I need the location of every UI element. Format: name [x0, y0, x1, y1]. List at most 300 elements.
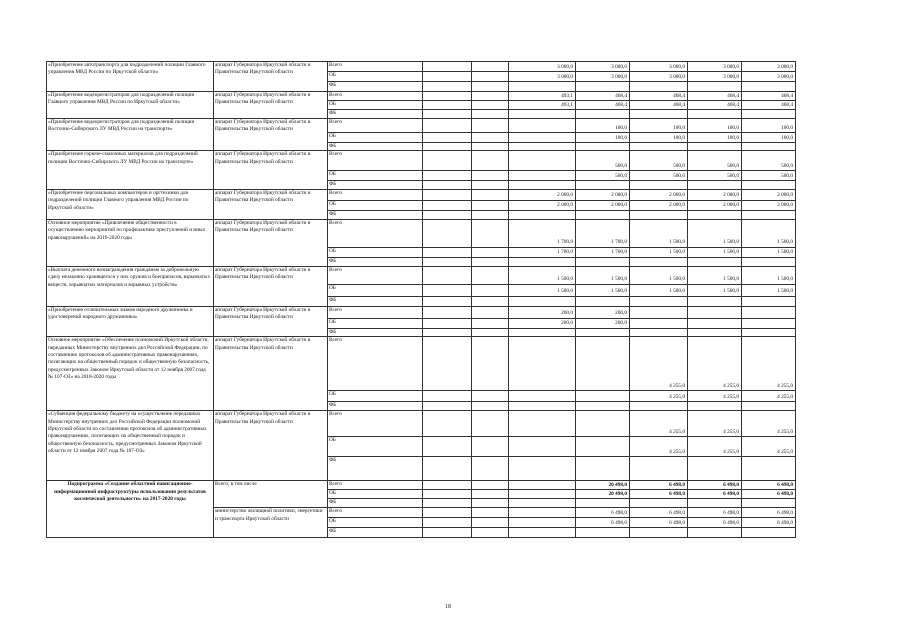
empty-cell	[472, 92, 509, 101]
amount-cell	[688, 328, 742, 336]
amount-cell: 1 500,0	[688, 247, 742, 257]
amount-cell: 4 255,0	[742, 391, 796, 402]
amount-cell	[509, 437, 576, 457]
amount-cell	[509, 328, 576, 336]
amount-cell	[630, 82, 688, 92]
measure-name: Основное мероприятие «Обеспечение полномочий Иркутской области, переданных Министерству внутренних дел Российской Федерации, по составлению протоколов об административных правонарушениях, посягающих на общественный порядок и общественную безопасность, предусмотренных Законом Иркутской области от 12 ноября 2007 года № 107-ОЗ» на 2018-2020 годы	[47, 337, 214, 411]
amount-cell: 468,4	[630, 101, 688, 110]
amount-cell	[509, 257, 576, 266]
funding-source: ФБ	[328, 499, 423, 508]
empty-cell	[472, 247, 509, 257]
funding-source: ФБ	[328, 257, 423, 266]
table-row	[47, 266, 839, 284]
amount-cell	[576, 143, 630, 151]
amount-cell	[630, 528, 688, 538]
amount-cell: 1 500,0	[509, 266, 576, 284]
empty-cell	[472, 337, 509, 391]
amount-cell: 3 000,0	[509, 62, 576, 72]
funding-source: Всего	[328, 119, 423, 133]
amount-cell: 2 000,0	[742, 200, 796, 210]
empty-cell	[472, 437, 509, 457]
amount-cell: 200,0	[509, 318, 576, 328]
empty-cell	[472, 72, 509, 82]
empty-cell	[423, 508, 472, 518]
empty-cell	[472, 402, 509, 411]
amount-cell	[630, 318, 688, 328]
table-row	[47, 411, 839, 437]
funding-source: ОБ	[328, 518, 423, 528]
empty-cell	[472, 518, 509, 528]
funding-source: Всего	[328, 219, 423, 247]
measure-executor: аппарат Губернатора Иркутской области и Правительства Иркутской области	[214, 119, 328, 151]
measure-name: «Приобретение горюче-смазочных материалов для подразделений полиции Восточно-Сибирского ЛУ МВД России на транспорте»	[47, 151, 214, 189]
amount-cell	[576, 82, 630, 92]
amount-cell: 4 255,0	[742, 337, 796, 391]
amount-cell	[576, 437, 630, 457]
empty-cell	[472, 62, 509, 72]
amount-cell: 1 500,0	[688, 284, 742, 296]
funding-source: Всего	[328, 337, 423, 391]
amount-cell: 2 000,0	[576, 200, 630, 210]
funding-source: ОБ	[328, 133, 423, 143]
amount-cell	[630, 110, 688, 119]
amount-cell: 3 000,0	[576, 72, 630, 82]
amount-cell: 468,4	[576, 101, 630, 110]
amount-cell: 500,0	[576, 151, 630, 171]
empty-cell	[509, 499, 576, 508]
funding-source: ФБ	[328, 143, 423, 151]
funding-source: Всего	[328, 62, 423, 72]
amount-cell: 1 500,0	[576, 284, 630, 296]
amount-cell	[742, 318, 796, 328]
amount-cell: 6 498,0	[688, 508, 742, 518]
amount-cell: 1 500,0	[742, 219, 796, 247]
funding-source: ФБ	[328, 528, 423, 538]
table-row	[47, 62, 839, 72]
empty-cell	[423, 82, 472, 92]
amount-cell	[742, 499, 796, 508]
funding-source: ФБ	[328, 457, 423, 481]
amount-cell: 3 000,0	[576, 62, 630, 72]
table-row	[47, 92, 839, 101]
table-row	[47, 119, 839, 133]
table-row	[47, 189, 839, 200]
amount-cell: 493,1	[509, 92, 576, 101]
amount-cell: 468,4	[576, 92, 630, 101]
empty-cell	[423, 92, 472, 101]
funding-source: ОБ	[328, 171, 423, 181]
empty-cell	[423, 296, 472, 306]
amount-cell	[630, 402, 688, 411]
measure-executor: аппарат Губернатора Иркутской области и Правительства Иркутской области	[214, 92, 328, 119]
amount-cell	[688, 306, 742, 318]
empty-cell	[423, 490, 472, 499]
amount-cell: 2 000,0	[630, 200, 688, 210]
subprogram-name: Подпрограмма «Создание областной навигационно-информационной инфраструктуры использования результатов космической деятельности» на 2017-2020 годы	[47, 481, 214, 538]
amount-cell	[576, 337, 630, 391]
amount-cell	[509, 391, 576, 402]
amount-cell: 4 255,0	[630, 437, 688, 457]
empty-cell	[423, 318, 472, 328]
empty-cell	[472, 189, 509, 200]
measure-executor: аппарат Губернатора Иркутской области и Правительства Иркутской области	[214, 219, 328, 266]
empty-cell	[423, 306, 472, 318]
funding-source: ОБ	[328, 101, 423, 110]
amount-cell	[630, 306, 688, 318]
amount-cell	[509, 171, 576, 181]
page-number: 18	[445, 604, 451, 610]
amount-cell: 4 255,0	[742, 411, 796, 437]
amount-cell: 6 498,0	[742, 481, 796, 490]
funding-source: ОБ	[328, 72, 423, 82]
amount-cell	[688, 499, 742, 508]
amount-cell	[509, 133, 576, 143]
empty-cell	[423, 189, 472, 200]
amount-cell: 6 498,0	[630, 481, 688, 490]
amount-cell: 2 000,0	[509, 189, 576, 200]
empty-cell	[423, 101, 472, 110]
amount-cell: 100,0	[688, 119, 742, 133]
amount-cell	[576, 499, 630, 508]
amount-cell	[688, 181, 742, 189]
amount-cell	[742, 296, 796, 306]
amount-cell	[630, 296, 688, 306]
empty-cell	[472, 328, 509, 336]
amount-cell: 500,0	[576, 171, 630, 181]
amount-cell: 2 000,0	[688, 200, 742, 210]
amount-cell: 4 255,0	[742, 437, 796, 457]
empty-cell	[509, 508, 576, 518]
measure-executor: аппарат Губернатора Иркутской области и Правительства Иркутской области	[214, 266, 328, 306]
amount-cell	[576, 110, 630, 119]
funding-source: ОБ	[328, 437, 423, 457]
empty-cell	[472, 499, 509, 508]
amount-cell	[630, 499, 688, 508]
amount-cell	[742, 210, 796, 219]
amount-cell	[509, 337, 576, 391]
amount-cell	[509, 181, 576, 189]
measure-name: Основное мероприятие «Привлечение общественности к осуществлению мероприятий по профилактике преступлений и иных правонарушений» на 2016-2020 годы	[47, 219, 214, 266]
amount-cell: 3 000,0	[688, 62, 742, 72]
amount-cell	[630, 181, 688, 189]
amount-cell: 1 500,0	[509, 284, 576, 296]
empty-cell	[423, 62, 472, 72]
amount-cell: 100,0	[576, 133, 630, 143]
funding-source: ОБ	[328, 318, 423, 328]
amount-cell	[688, 82, 742, 92]
amount-cell: 2 000,0	[576, 189, 630, 200]
measure-executor: аппарат Губернатора Иркутской области и Правительства Иркутской области	[214, 337, 328, 411]
empty-cell	[472, 181, 509, 189]
amount-cell: 4 255,0	[688, 391, 742, 402]
funding-source: ФБ	[328, 328, 423, 336]
amount-cell: 200,0	[576, 318, 630, 328]
amount-cell: 1 500,0	[742, 266, 796, 284]
amount-cell	[576, 296, 630, 306]
amount-cell: 4 255,0	[688, 437, 742, 457]
measure-executor: аппарат Губернатора Иркутской области и Правительства Иркутской области	[214, 306, 328, 336]
amount-cell: 100,0	[630, 133, 688, 143]
amount-cell: 1 700,0	[509, 219, 576, 247]
amount-cell: 1 500,0	[630, 247, 688, 257]
amount-cell: 6 498,0	[688, 481, 742, 490]
amount-cell	[630, 210, 688, 219]
amount-cell: 20 498,0	[576, 481, 630, 490]
amount-cell: 2 000,0	[509, 200, 576, 210]
amount-cell: 6 498,0	[742, 518, 796, 528]
amount-cell: 100,0	[630, 119, 688, 133]
measure-name: «Выплата денежного вознаграждения гражданам за добровольную сдачу незаконно хранящегося у них оружия и боеприпасов, взрывчатых веществ, взрывчатых материалов и взрывных устройств»	[47, 266, 214, 306]
amount-cell	[509, 402, 576, 411]
amount-cell	[576, 210, 630, 219]
amount-cell: 1 700,0	[509, 247, 576, 257]
empty-cell	[509, 528, 576, 538]
amount-cell: 4 255,0	[630, 391, 688, 402]
measure-name: «Приобретение персональных компьютеров и оргтехники для подразделений полиции Главного управления МВД России по Иркутской области»	[47, 189, 214, 219]
empty-cell	[472, 481, 509, 490]
amount-cell	[742, 143, 796, 151]
amount-cell	[742, 528, 796, 538]
amount-cell	[742, 82, 796, 92]
amount-cell	[630, 457, 688, 481]
empty-cell	[472, 306, 509, 318]
funding-source: Всего	[328, 92, 423, 101]
amount-cell: 500,0	[742, 151, 796, 171]
table-row	[47, 306, 839, 318]
amount-cell	[742, 328, 796, 336]
empty-cell	[472, 143, 509, 151]
funding-source: Всего	[328, 481, 423, 490]
amount-cell	[576, 402, 630, 411]
funding-source: Всего	[328, 151, 423, 171]
empty-cell	[423, 481, 472, 490]
amount-cell	[509, 110, 576, 119]
funding-source: Всего	[328, 306, 423, 318]
amount-cell: 100,0	[688, 133, 742, 143]
empty-cell	[423, 328, 472, 336]
amount-cell	[742, 306, 796, 318]
amount-cell: 3 000,0	[509, 72, 576, 82]
empty-cell	[472, 101, 509, 110]
amount-cell: 4 255,0	[630, 337, 688, 391]
amount-cell: 1 700,0	[576, 219, 630, 247]
table-row	[47, 481, 839, 490]
amount-cell	[576, 257, 630, 266]
amount-cell: 3 000,0	[630, 72, 688, 82]
amount-cell	[688, 143, 742, 151]
amount-cell: 200,0	[576, 306, 630, 318]
empty-cell	[423, 133, 472, 143]
empty-cell	[423, 210, 472, 219]
amount-cell	[509, 411, 576, 437]
amount-cell: 1 700,0	[576, 247, 630, 257]
empty-cell	[423, 266, 472, 284]
amount-cell	[509, 151, 576, 171]
amount-cell	[509, 296, 576, 306]
amount-cell	[630, 328, 688, 336]
empty-cell	[423, 337, 472, 391]
amount-cell: 1 500,0	[630, 284, 688, 296]
empty-cell	[472, 457, 509, 481]
amount-cell	[742, 402, 796, 411]
empty-cell	[472, 82, 509, 92]
measure-name: «Приобретение видеорегистраторов для подразделений полиции Главного управления МВД России по Иркутской области»	[47, 92, 214, 119]
amount-cell: 468,4	[688, 101, 742, 110]
empty-cell	[423, 200, 472, 210]
amount-cell: 6 498,0	[630, 490, 688, 499]
empty-cell	[423, 110, 472, 119]
amount-cell	[688, 296, 742, 306]
budget-table	[46, 61, 839, 538]
empty-cell	[423, 247, 472, 257]
amount-cell: 3 000,0	[688, 72, 742, 82]
amount-cell	[688, 402, 742, 411]
empty-cell	[423, 119, 472, 133]
funding-source: Всего	[328, 508, 423, 518]
empty-cell	[472, 391, 509, 402]
empty-cell	[472, 151, 509, 171]
amount-cell: 1 500,0	[742, 247, 796, 257]
amount-cell: 3 000,0	[742, 72, 796, 82]
empty-cell	[423, 518, 472, 528]
measure-executor: аппарат Губернатора Иркутской области и Правительства Иркутской области	[214, 411, 328, 481]
amount-cell: 4 255,0	[688, 337, 742, 391]
measure-name: «Субвенция федеральному бюджету на осуществление переданных Министерству внутренних дел Российской Федерации полномочий Иркутской области по составлению протоколов об административных правонарушениях, посягающих на общественный порядок и общественную безопасность, предусмотренных Законом Иркутской области от 12 ноября 2007 года № 107-ОЗ»	[47, 411, 214, 481]
funding-source: ФБ	[328, 82, 423, 92]
measure-executor: аппарат Губернатора Иркутской области и Правительства Иркутской области	[214, 62, 328, 92]
amount-cell: 100,0	[576, 119, 630, 133]
measure-executor: аппарат Губернатора Иркутской области и Правительства Иркутской области	[214, 151, 328, 189]
amount-cell	[688, 110, 742, 119]
measure-name: «Приобретение отличительных знаков народного дружинника и удостоверений народного дружинника»	[47, 306, 214, 336]
amount-cell	[509, 82, 576, 92]
amount-cell: 2 000,0	[688, 189, 742, 200]
amount-cell	[742, 257, 796, 266]
empty-cell	[472, 210, 509, 219]
funding-source: ФБ	[328, 296, 423, 306]
amount-cell	[576, 391, 630, 402]
amount-cell: 2 000,0	[742, 189, 796, 200]
amount-cell: 468,4	[742, 101, 796, 110]
amount-cell	[576, 411, 630, 437]
empty-cell	[472, 490, 509, 499]
empty-cell	[423, 257, 472, 266]
amount-cell: 500,0	[688, 171, 742, 181]
empty-cell	[423, 72, 472, 82]
empty-cell	[423, 437, 472, 457]
amount-cell: 6 498,0	[630, 518, 688, 528]
empty-cell	[423, 411, 472, 437]
amount-cell: 100,0	[742, 133, 796, 143]
amount-cell: 6 498,0	[688, 518, 742, 528]
amount-cell: 6 498,0	[576, 508, 630, 518]
measure-executor: аппарат Губернатора Иркутской области и Правительства Иркутской области	[214, 189, 328, 219]
amount-cell	[630, 143, 688, 151]
amount-cell: 6 498,0	[630, 508, 688, 518]
empty-cell	[472, 266, 509, 284]
funding-source: ФБ	[328, 181, 423, 189]
amount-cell	[509, 119, 576, 133]
amount-cell: 2 000,0	[630, 189, 688, 200]
amount-cell	[688, 257, 742, 266]
amount-cell: 1 500,0	[688, 219, 742, 247]
amount-cell: 500,0	[742, 171, 796, 181]
empty-cell	[472, 296, 509, 306]
amount-cell: 3 000,0	[630, 62, 688, 72]
table-row	[47, 337, 839, 391]
funding-source: Всего	[328, 266, 423, 284]
amount-cell	[576, 181, 630, 189]
empty-cell	[472, 119, 509, 133]
measure-name: «Приобретение видеорегистраторов для подразделений полиции Восточно-Сибирского ЛУ МВД России на транспорте»	[47, 119, 214, 151]
amount-cell: 6 498,0	[742, 490, 796, 499]
empty-cell	[472, 411, 509, 437]
empty-cell	[472, 528, 509, 538]
subprogram-ministry: министерство жилищной политики, энергетики и транспорта Иркутской области	[214, 508, 328, 538]
empty-cell	[509, 481, 576, 490]
amount-cell	[688, 210, 742, 219]
amount-cell: 4 255,0	[688, 411, 742, 437]
amount-cell	[742, 457, 796, 481]
amount-cell: 1 500,0	[742, 284, 796, 296]
empty-cell	[423, 219, 472, 247]
amount-cell: 493,1	[509, 101, 576, 110]
amount-cell	[576, 528, 630, 538]
measure-name: «Приобретение автотранспорта для подразделений полиции Главного управления МВД России по Иркутской области»	[47, 62, 214, 92]
table-row	[47, 219, 839, 247]
empty-cell	[472, 257, 509, 266]
funding-source: ОБ	[328, 391, 423, 402]
amount-cell: 500,0	[630, 171, 688, 181]
amount-cell	[742, 110, 796, 119]
empty-cell	[509, 490, 576, 499]
empty-cell	[423, 457, 472, 481]
funding-source: ОБ	[328, 284, 423, 296]
empty-cell	[423, 181, 472, 189]
amount-cell: 6 498,0	[742, 508, 796, 518]
amount-cell	[688, 528, 742, 538]
amount-cell: 1 500,0	[688, 266, 742, 284]
funding-source: ОБ	[328, 247, 423, 257]
amount-cell: 468,4	[742, 92, 796, 101]
amount-cell: 200,0	[509, 306, 576, 318]
amount-cell: 1 500,0	[576, 266, 630, 284]
empty-cell	[423, 391, 472, 402]
amount-cell	[509, 210, 576, 219]
amount-cell: 500,0	[630, 151, 688, 171]
funding-source: Всего	[328, 189, 423, 200]
amount-cell	[630, 257, 688, 266]
amount-cell	[688, 457, 742, 481]
amount-cell	[509, 457, 576, 481]
empty-cell	[472, 200, 509, 210]
empty-cell	[423, 171, 472, 181]
empty-cell	[472, 219, 509, 247]
table-row	[47, 151, 839, 171]
empty-cell	[472, 110, 509, 119]
empty-cell	[423, 528, 472, 538]
empty-cell	[472, 284, 509, 296]
empty-cell	[423, 402, 472, 411]
amount-cell: 6 498,0	[576, 518, 630, 528]
amount-cell: 468,4	[630, 92, 688, 101]
empty-cell	[472, 508, 509, 518]
amount-cell: 500,0	[688, 151, 742, 171]
empty-cell	[509, 518, 576, 528]
empty-cell	[423, 499, 472, 508]
funding-source: ОБ	[328, 200, 423, 210]
amount-cell	[576, 457, 630, 481]
